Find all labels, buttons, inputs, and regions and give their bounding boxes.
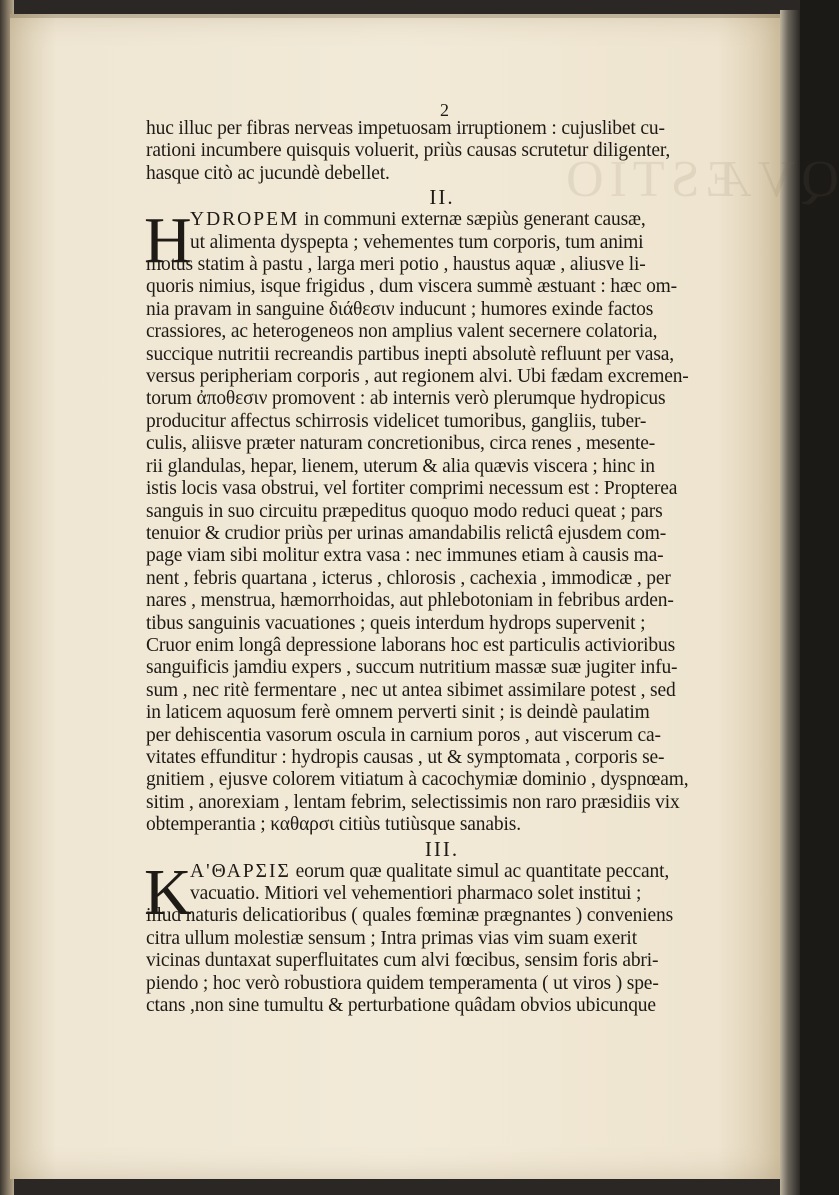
text-line: citra ullum molestiæ sensum ; Intra primas vias vim suam exerit	[146, 927, 637, 949]
text-line: page viam sibi molitur extra vasa : nec immunes etiam à causis ma-	[146, 545, 664, 567]
text-line: vicinas duntaxat superfluitates cum alvi fœcibus, sensim foris abri-	[146, 950, 659, 972]
text-line: rationi incumbere quisquis voluerit, priùs causas scrutetur diligenter,	[146, 140, 671, 162]
text-line: versus peripheriam corporis , aut regionem alvi. Ubi fædam excremen-	[146, 366, 689, 388]
section-2-lead-caps: YDROPEM	[190, 209, 300, 231]
section-3-first-line-rest: eorum quæ qualitate simul ac quantitate peccant,	[290, 860, 670, 882]
text-line: sum , nec ritè fermentare , nec ut antea sibimet assimilare potest , sed	[146, 679, 676, 701]
section-3-first-line	[146, 861, 738, 883]
section-2-paragraph	[144, 204, 738, 836]
section-2-second-line: ut alimenta dyspepta ; vehementes tum corporis, tum animi	[190, 231, 644, 253]
section-2-first-line-rest: in communi externæ sæpiùs generant causæ,	[299, 209, 646, 231]
text-line: sanguificis jamdiu expers , succum nutritium massæ suæ jugiter infu-	[146, 657, 678, 679]
text-line: piendo ; hoc verò robustiora quidem temperamenta ( ut viros ) spe-	[146, 972, 659, 994]
text-line: istis locis vasa obstrui, vel fortiter comprimi necessum est : Propterea	[146, 478, 678, 500]
text-line: vitates effunditur : hydropis causas , ut & symptomata , corporis se-	[146, 746, 665, 768]
text-line: torum ἀποθεσιν promovent : ab internis verò plerumque hydropicus	[146, 388, 666, 410]
text-line: tibus sanguinis vacuationes ; queis interdum hydrops supervenit ;	[146, 612, 646, 634]
text-line: sitim , anorexiam , lentam febrim, selectissimis non raro præsidiis vix	[146, 791, 680, 813]
text-line: huc illuc per fibras nerveas impetuosam irruptionem : cujuslibet cu-	[146, 118, 665, 139]
section-3-lead-caps: Α'ΘΑΡΣΙΣ	[190, 860, 291, 882]
text-line: producitur affectus schirrosis videlicet tumoribus, gangliis, tuber-	[146, 410, 647, 432]
text-line: nares , menstrua, hæmorrhoidas, aut phlebotoniam in febribus arden-	[146, 590, 674, 612]
text-line: quoris nimius, isque frigidus , dum viscera summè æstuant : hæc om-	[146, 276, 678, 298]
section-number-2: II.	[429, 185, 455, 210]
text-line: crassiores, ac heterogeneos non amplius valent secernere colatoria,	[146, 321, 658, 343]
text-line: nia pravam in sanguine διάθεσιν inducunt ; humores exinde factos	[146, 298, 654, 320]
section-number-3: III.	[424, 836, 460, 861]
text-line: hasque citò ac jucundè debellet.	[146, 162, 390, 184]
text-line: motus statim à pastu , larga meri potio , haustus aquæ , aliusve li-	[146, 254, 646, 276]
intro-paragraph	[146, 118, 738, 185]
drop-capital-h: H	[144, 204, 192, 278]
section-3-paragraph	[144, 855, 738, 1018]
page-number: 2	[440, 100, 449, 120]
drop-capital-k: K	[144, 855, 192, 929]
section-3-lines	[146, 905, 738, 1017]
section-2-first-line	[146, 209, 738, 231]
section-2-lines	[146, 254, 738, 837]
text-line: per dehiscentia vasorum oscula in carnium poros , aut viscerum ca-	[146, 724, 661, 746]
text-line: Cruor enim longâ depressione laborans hoc est particulis activioribus	[146, 634, 676, 656]
page-top-edge	[10, 14, 780, 18]
text-line: succique nutritii recreandis partibus inepti absolutè refluunt per vasa,	[146, 343, 674, 365]
text-line: nent , febris quartana , icterus , chlorosis , cachexia , immodicæ , per	[146, 567, 671, 589]
text-line: obtemperantia ; καθαρσι citiùs tutiùsque sanabis.	[146, 814, 521, 836]
text-line: sanguis in suo circuitu præpeditus quoquo modo reduci queat ; pars	[146, 500, 663, 522]
show-through-text: QVÆSTIO	[560, 151, 839, 208]
text-line: culis, aliisve præter naturam concretionibus, circa renes , mesente-	[146, 433, 656, 455]
text-line: in laticem aquosum ferè omnem perverti sinit ; is deindè paulatim	[146, 702, 650, 724]
text-line: illud naturis delicatioribus ( quales fœminæ prægnantes ) conveniens	[146, 905, 674, 927]
section-3-second-line: vacuatio. Mitiori vel vehementiori pharmaco solet institui ;	[190, 883, 642, 904]
text-line: tenuior & crudior priùs per urinas amandabilis relictâ ejusdem com-	[146, 522, 667, 544]
body-text	[146, 118, 738, 1017]
text-line: ctans ,non sine tumultu & perturbatione quâdam obvios ubicunque	[146, 995, 656, 1017]
text-line: rii glandulas, hepar, lienem, uterum & alia quævis viscera ; hinc in	[146, 455, 655, 477]
text-line: gnitiem , ejusve colorem vitiatum à cacochymiæ dominio , dyspnœam,	[146, 769, 689, 791]
